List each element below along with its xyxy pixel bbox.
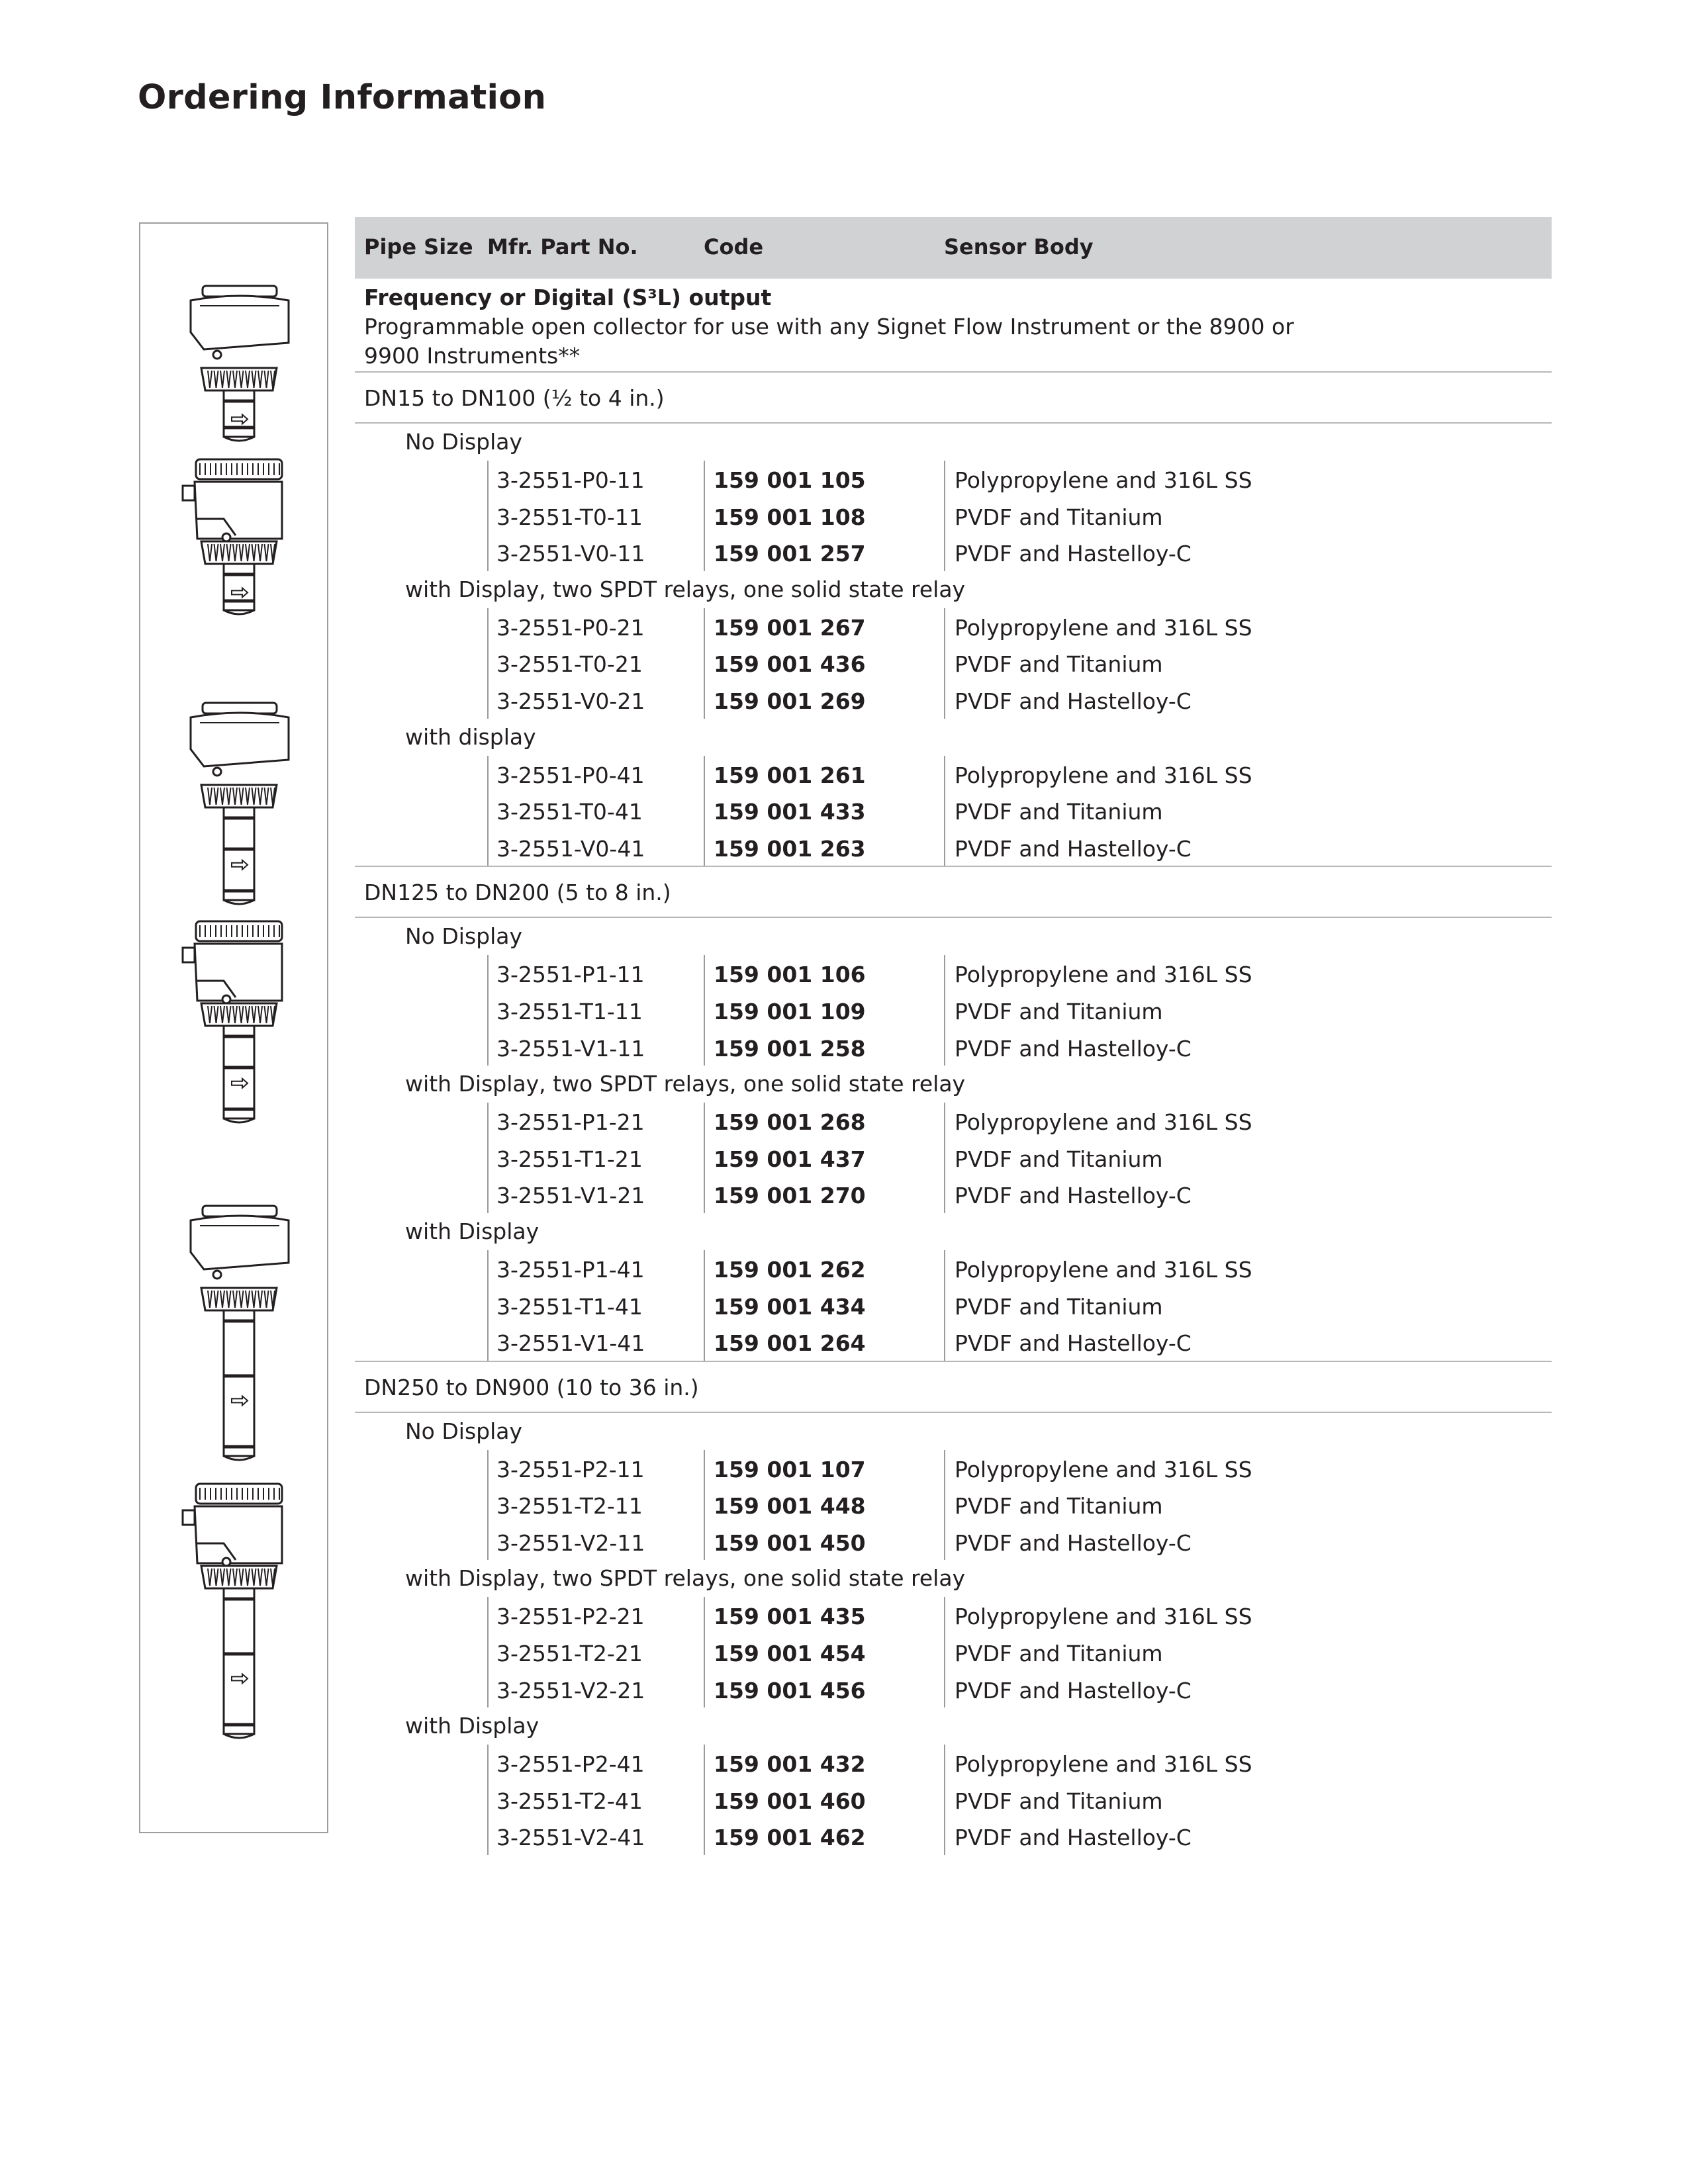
header-sensor-body: Sensor Body [944,234,1094,259]
sensor-body: Polypropylene and 316L SS [955,762,1252,788]
sensor-body: PVDF and Hastelloy-C [955,1825,1192,1851]
sensor-body: PVDF and Hastelloy-C [955,1035,1192,1062]
part-number: 3-2551-T0-41 [496,799,643,825]
part-number: 3-2551-P1-41 [496,1256,645,1283]
column-divider [704,608,705,645]
output-text: Programmable open collector for use with any Signet Flow Instrument or the 8900 or [364,314,1294,340]
column-divider [487,955,489,992]
table-row [355,1324,1552,1362]
sensor-body: PVDF and Titanium [955,651,1163,678]
display-option-label: No Display [405,923,523,950]
part-number: 3-2551-T2-41 [496,1788,643,1814]
column-divider [487,792,489,829]
order-code: 159 001 105 [714,467,866,493]
sensor-body: PVDF and Titanium [955,998,1163,1024]
sensor-body: PVDF and Hastelloy-C [955,541,1192,567]
sensor-body: Polypropylene and 316L SS [955,1751,1252,1778]
part-number: 3-2551-V1-21 [496,1183,645,1209]
part-number: 3-2551-P1-11 [496,962,645,988]
part-number: 3-2551-T0-21 [496,651,643,678]
column-divider [944,1745,945,1782]
sensor-body: PVDF and Hastelloy-C [955,1183,1192,1209]
column-divider [487,829,489,866]
display-option-label: No Display [405,1418,523,1444]
table-row [355,461,1552,498]
column-divider [487,608,489,645]
order-code: 159 001 462 [714,1825,866,1851]
order-code: 159 001 270 [714,1183,866,1209]
column-divider [704,1140,705,1177]
order-code: 159 001 263 [714,835,866,862]
column-divider [487,1450,489,1487]
header-pipe-size: Pipe Size [364,234,473,259]
sensor-body: PVDF and Hastelloy-C [955,1677,1192,1704]
column-divider [944,1324,945,1361]
part-number: 3-2551-P2-41 [496,1751,645,1778]
order-code: 159 001 264 [714,1330,866,1357]
column-divider [704,682,705,719]
pipe-size-row: DN15 to DN100 (½ to 4 in.) [355,373,1552,424]
column-divider [487,1250,489,1287]
column-divider [944,1140,945,1177]
table-row [355,792,1552,829]
column-divider [704,992,705,1029]
sensor-body: PVDF and Titanium [955,1641,1163,1667]
table-row [355,1176,1552,1213]
sensor-body: PVDF and Titanium [955,1493,1163,1520]
display-option-label: with Display [405,1218,539,1244]
part-number: 3-2551-P1-21 [496,1109,645,1136]
order-code: 159 001 267 [714,614,866,641]
order-code: 159 001 435 [714,1604,866,1630]
sensor-body: Polypropylene and 316L SS [955,614,1252,641]
table-row [355,534,1552,571]
part-number: 3-2551-P2-21 [496,1604,645,1630]
part-number: 3-2551-T1-41 [496,1293,643,1320]
column-divider [704,792,705,829]
column-divider [704,1103,705,1140]
column-divider [944,1029,945,1066]
sensor-body: PVDF and Hastelloy-C [955,688,1192,714]
column-divider [704,498,705,535]
order-code: 159 001 268 [714,1109,866,1136]
column-divider [944,955,945,992]
table-row [355,498,1552,535]
column-divider [944,1818,945,1855]
part-number: 3-2551-V2-21 [496,1677,645,1704]
column-divider [944,1176,945,1213]
order-code: 159 001 456 [714,1677,866,1704]
sensor-body: PVDF and Titanium [955,1146,1163,1172]
output-title: Frequency or Digital (S³L) output [364,285,772,310]
column-divider [487,1524,489,1561]
column-divider [944,792,945,829]
display-option-label: No Display [405,429,523,455]
part-number: 3-2551-P0-11 [496,467,645,493]
column-divider [704,1287,705,1324]
column-divider [944,608,945,645]
column-divider [944,1597,945,1634]
column-divider [704,1486,705,1524]
column-divider [704,1029,705,1066]
table-row [355,1782,1552,1819]
sensor-body: PVDF and Titanium [955,1293,1163,1320]
column-divider [487,1597,489,1634]
order-code: 159 001 460 [714,1788,866,1814]
display-option-label: with Display [405,1713,539,1739]
column-divider [704,534,705,571]
column-divider [944,829,945,866]
pipe-size-row: DN250 to DN900 (10 to 36 in.) [355,1362,1552,1413]
column-divider [944,756,945,793]
column-divider [704,1818,705,1855]
table-row [355,829,1552,868]
order-code: 159 001 107 [714,1456,866,1482]
flow-sensor-icon [177,457,290,623]
table-row [355,1287,1552,1324]
part-number: 3-2551-T2-21 [496,1641,643,1667]
column-divider [487,1287,489,1324]
order-code: 159 001 432 [714,1751,866,1778]
order-code: 159 001 261 [714,762,866,788]
column-divider [487,682,489,719]
table-row [355,645,1552,682]
column-divider [704,829,705,866]
column-divider [487,1634,489,1671]
column-divider [487,534,489,571]
order-code: 159 001 436 [714,651,866,678]
flow-sensor-icon [177,283,290,450]
output-text-2: 9900 Instruments** [364,343,581,369]
order-code: 159 001 269 [714,688,866,714]
column-divider [944,1782,945,1819]
order-code: 159 001 257 [714,541,866,567]
table-row [355,1634,1552,1671]
column-divider [487,1029,489,1066]
column-divider [487,1140,489,1177]
sensor-body: Polypropylene and 316L SS [955,1256,1252,1283]
table-row [355,1597,1552,1634]
column-divider [944,534,945,571]
sensor-body: PVDF and Hastelloy-C [955,835,1192,862]
column-divider [704,1250,705,1287]
column-divider [944,645,945,682]
table-row [355,756,1552,793]
table-row [355,682,1552,719]
table-row [355,1103,1552,1140]
column-divider [487,1745,489,1782]
column-divider [944,461,945,498]
table-row [355,1745,1552,1782]
part-number: 3-2551-P2-11 [496,1456,645,1482]
part-number: 3-2551-T1-11 [496,998,643,1024]
sensor-body: Polypropylene and 316L SS [955,1109,1252,1136]
column-divider [487,756,489,793]
part-number: 3-2551-T0-11 [496,504,643,530]
output-description [355,279,1552,373]
order-code: 159 001 454 [714,1641,866,1667]
part-number: 3-2551-V2-11 [496,1529,645,1556]
flow-sensor-icon [177,700,290,913]
table-row [355,1140,1552,1177]
sensor-body: PVDF and Hastelloy-C [955,1529,1192,1556]
column-divider [487,1176,489,1213]
table-row [355,1486,1552,1524]
sensor-body: PVDF and Titanium [955,1788,1163,1814]
sensor-body: Polypropylene and 316L SS [955,467,1252,493]
column-divider [944,1486,945,1524]
flow-sensor-icon [177,1203,290,1469]
column-divider [704,1745,705,1782]
sensor-body: Polypropylene and 316L SS [955,1456,1252,1482]
table-row [355,1524,1552,1561]
column-divider [704,756,705,793]
column-divider [487,1782,489,1819]
column-divider [487,1486,489,1524]
order-code: 159 001 258 [714,1035,866,1062]
part-number: 3-2551-V0-41 [496,835,645,862]
display-option-label: with display [405,723,536,750]
sensor-body: PVDF and Titanium [955,504,1163,530]
ordering-table [355,217,1552,1855]
sensor-image-panel [139,222,328,1833]
column-divider [944,682,945,719]
table-row [355,1818,1552,1855]
column-divider [487,498,489,535]
order-code: 159 001 450 [714,1529,866,1556]
column-divider [704,461,705,498]
column-divider [487,992,489,1029]
page-title: Ordering Information [138,78,547,117]
table-header [355,217,1552,279]
column-divider [487,1103,489,1140]
pipe-size-row: DN125 to DN200 (5 to 8 in.) [355,867,1552,918]
order-code: 159 001 448 [714,1493,866,1520]
display-option-label: with Display, two SPDT relays, one solid state relay [405,1071,966,1097]
order-code: 159 001 433 [714,799,866,825]
column-divider [704,1324,705,1361]
table-row [355,992,1552,1029]
column-divider [487,1671,489,1708]
sensor-body: PVDF and Hastelloy-C [955,1330,1192,1357]
column-divider [704,955,705,992]
order-code: 159 001 434 [714,1293,866,1320]
order-code: 159 001 437 [714,1146,866,1172]
table-row [355,1450,1552,1487]
column-divider [944,1671,945,1708]
part-number: 3-2551-T2-11 [496,1493,643,1520]
column-divider [944,1524,945,1561]
column-divider [487,1818,489,1855]
column-divider [944,1103,945,1140]
part-number: 3-2551-V0-11 [496,541,645,567]
column-divider [487,1324,489,1361]
part-number: 3-2551-T1-21 [496,1146,643,1172]
sensor-body: Polypropylene and 316L SS [955,962,1252,988]
display-option-label: with Display, two SPDT relays, one solid state relay [405,1565,966,1592]
sensor-body: PVDF and Titanium [955,799,1163,825]
column-divider [487,461,489,498]
sensor-body: Polypropylene and 316L SS [955,1604,1252,1630]
flow-sensor-icon [177,1481,290,1747]
order-code: 159 001 109 [714,998,866,1024]
part-number: 3-2551-V0-21 [496,688,645,714]
order-code: 159 001 108 [714,504,866,530]
flow-sensor-icon [177,919,290,1132]
part-number: 3-2551-V1-41 [496,1330,645,1357]
column-divider [704,1671,705,1708]
table-row [355,608,1552,645]
column-divider [704,1524,705,1561]
column-divider [704,1634,705,1671]
column-divider [704,1450,705,1487]
column-divider [944,1634,945,1671]
display-option-label: with Display, two SPDT relays, one solid state relay [405,576,966,602]
column-divider [704,645,705,682]
order-code: 159 001 106 [714,962,866,988]
table-row [355,1029,1552,1066]
column-divider [487,645,489,682]
part-number: 3-2551-P0-21 [496,614,645,641]
table-row [355,1671,1552,1708]
column-divider [704,1782,705,1819]
column-divider [944,1287,945,1324]
order-code: 159 001 262 [714,1256,866,1283]
column-divider [704,1597,705,1634]
part-number: 3-2551-P0-41 [496,762,645,788]
header-code: Code [704,234,764,259]
part-number: 3-2551-V2-41 [496,1825,645,1851]
part-number: 3-2551-V1-11 [496,1035,645,1062]
column-divider [944,992,945,1029]
column-divider [944,1250,945,1287]
column-divider [944,498,945,535]
column-divider [704,1176,705,1213]
table-row [355,1250,1552,1287]
header-part-no: Mfr. Part No. [487,234,638,259]
table-row [355,955,1552,992]
column-divider [944,1450,945,1487]
